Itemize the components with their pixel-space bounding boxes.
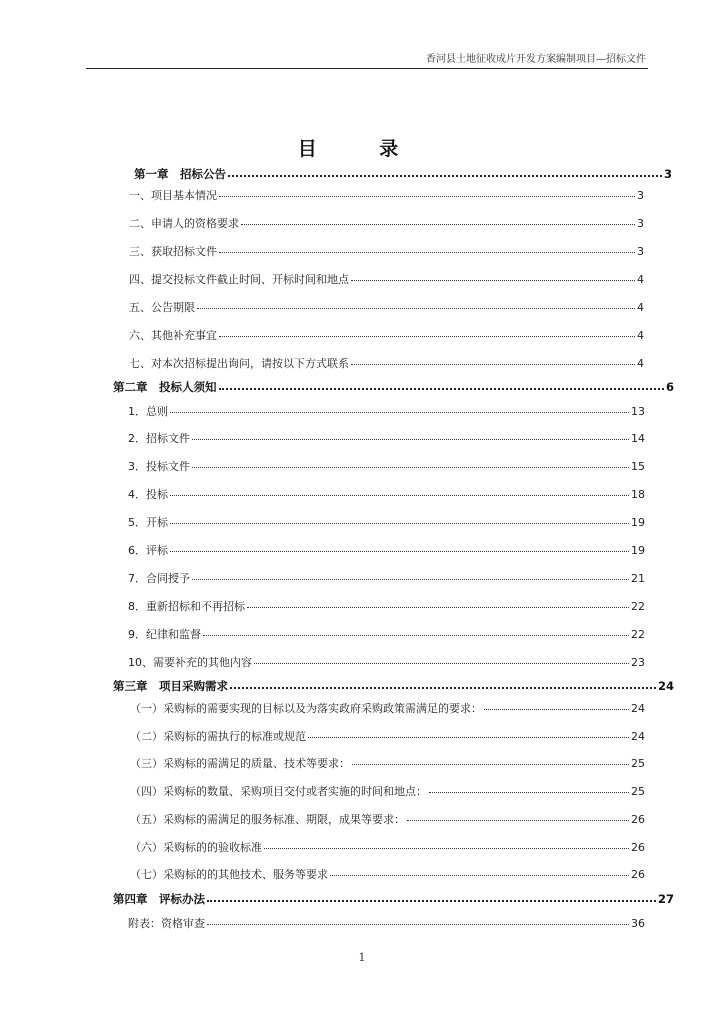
leader-dots: [192, 571, 629, 582]
toc-entry-label: （四）采购标的数量、采购项目交付或者实施的时间和地点：: [130, 785, 427, 798]
toc-entry-page: 19: [631, 516, 645, 529]
leader-dots: [219, 328, 635, 339]
leader-dots: [207, 916, 629, 927]
toc-entry[interactable]: [128, 542, 645, 558]
toc-entry-label: 第四章 评标办法: [113, 892, 205, 906]
toc-entry-label: （三）采购标的需满足的质量、技术等要求：: [130, 757, 350, 770]
toc-entry-page: 22: [631, 600, 645, 613]
leader-dots: [241, 216, 635, 227]
toc-entry-page: 36: [631, 917, 645, 930]
leader-dots: [228, 167, 662, 179]
toc-entry[interactable]: [128, 570, 645, 586]
toc-entry-label: 七、对本次招标提出询问，请按以下方式联系: [129, 357, 349, 370]
leader-dots: [219, 188, 635, 199]
toc-title: 目 录: [297, 138, 427, 160]
toc-entry-page: 26: [631, 868, 645, 881]
toc-entry-label: 一、项目基本情况: [129, 189, 217, 202]
leader-dots: [351, 356, 635, 367]
leader-dots: [207, 892, 656, 904]
toc-entry-label: 3．投标文件: [128, 460, 190, 473]
toc-entry[interactable]: [128, 486, 645, 502]
toc-chapter-2[interactable]: [113, 379, 674, 395]
toc-entry-label: 二、申请人的资格要求: [129, 217, 239, 230]
leader-dots: [170, 487, 629, 498]
toc-entry[interactable]: [129, 327, 644, 343]
toc-entry-page: 21: [631, 572, 645, 585]
toc-entry[interactable]: [129, 243, 644, 259]
toc-entry[interactable]: [128, 458, 645, 474]
toc-entry-page: 27: [657, 892, 674, 906]
leader-dots: [192, 431, 629, 442]
toc-entry-label: 第二章 投标人须知: [113, 380, 217, 394]
toc-entry-page: 26: [631, 841, 645, 854]
leader-dots: [219, 244, 635, 255]
toc-entry-label: 7．合同授予: [128, 572, 190, 585]
toc-entry[interactable]: [130, 839, 645, 855]
toc-entry-page: 19: [631, 544, 645, 557]
toc-entry-page: 3: [637, 245, 644, 258]
leader-dots: [197, 300, 635, 311]
toc-entry-page: 26: [631, 813, 645, 826]
toc-entry-page: 4: [637, 301, 644, 314]
toc-chapter-1[interactable]: [134, 166, 672, 182]
toc-entry[interactable]: [130, 755, 645, 771]
toc-chapter-4[interactable]: [113, 891, 674, 907]
toc-entry-label: 10、需要补充的其他内容: [128, 656, 252, 669]
toc-entry[interactable]: [128, 514, 645, 530]
toc-entry-label: （一）采购标的需要实现的目标以及为落实政府采购政策需满足的要求：: [130, 702, 482, 715]
toc-entry-label: 4．投标: [128, 488, 168, 501]
toc-entry[interactable]: [129, 215, 644, 231]
toc-entry-label: （七）采购标的的其他技术、服务等要求: [130, 868, 328, 881]
toc-entry[interactable]: [130, 700, 645, 716]
toc-entry-label: （二）采购标的需执行的标准或规范: [130, 730, 306, 743]
toc-entry-page: 25: [631, 757, 645, 770]
leader-dots: [170, 404, 629, 415]
toc-entry[interactable]: [129, 355, 644, 371]
toc-entry-page: 24: [657, 679, 674, 693]
toc-entry-label: （五）采购标的需满足的服务标准、期限，成果等要求：: [130, 813, 405, 826]
leader-dots: [264, 840, 629, 851]
toc-entry-page: 14: [631, 432, 645, 445]
toc-entry[interactable]: [130, 811, 645, 827]
toc-entry-label: （六）采购标的的验收标准: [130, 841, 262, 854]
toc-entry[interactable]: [130, 783, 645, 799]
toc-entry-label: 五、公告期限: [129, 301, 195, 314]
leader-dots: [170, 543, 629, 554]
toc-entry[interactable]: [128, 626, 645, 642]
toc-entry-label: 第三章 项目采购需求: [113, 679, 228, 693]
toc-entry-label: 8．重新招标和不再招标: [128, 600, 245, 613]
leader-dots: [484, 701, 629, 712]
toc-entry-label: 6．评标: [128, 544, 168, 557]
toc-chapter-3[interactable]: [113, 678, 674, 694]
toc-entry[interactable]: [128, 430, 645, 446]
toc-entry[interactable]: [128, 915, 645, 931]
leader-dots: [351, 272, 635, 283]
toc-entry-page: 4: [637, 357, 644, 370]
leader-dots: [429, 784, 629, 795]
toc-entry-label: 三、获取招标文件: [129, 245, 217, 258]
toc-entry[interactable]: [130, 728, 645, 744]
leader-dots: [230, 679, 656, 691]
toc-entry[interactable]: [130, 866, 645, 882]
leader-dots: [330, 867, 629, 878]
leader-dots: [219, 380, 664, 392]
leader-dots: [308, 729, 629, 740]
toc-entry[interactable]: [128, 654, 645, 670]
toc-entry-page: 24: [631, 702, 645, 715]
page-number: 1: [358, 951, 366, 964]
leader-dots: [254, 655, 629, 666]
toc-entry-page: 18: [631, 488, 645, 501]
toc-entry-page: 6: [665, 380, 674, 394]
toc-entry-page: 3: [637, 189, 644, 202]
leader-dots: [170, 515, 629, 526]
toc-entry-label: 5．开标: [128, 516, 168, 529]
toc-entry-label: 第一章 招标公告: [134, 167, 226, 181]
toc-entry-page: 3: [637, 217, 644, 230]
leader-dots: [407, 812, 629, 823]
leader-dots: [192, 459, 629, 470]
toc-entry-page: 23: [631, 656, 645, 669]
leader-dots: [203, 627, 629, 638]
toc-entry-page: 4: [637, 329, 644, 342]
toc-entry-page: 22: [631, 628, 645, 641]
toc-entry-page: 13: [631, 405, 645, 418]
toc-entry-label: 六、其他补充事宜: [129, 329, 217, 342]
toc-entry-page: 3: [663, 167, 672, 181]
header-title: 香河县土地征收成片开发方案编制项目—招标文件: [426, 54, 646, 65]
toc-entry-label: 2．招标文件: [128, 432, 190, 445]
toc-entry[interactable]: [128, 598, 645, 614]
toc-entry-label: 1．总则: [128, 405, 168, 418]
toc-entry[interactable]: [129, 299, 644, 315]
toc-entry[interactable]: [129, 187, 644, 203]
toc-entry-label: 附表：资格审查: [128, 917, 205, 930]
toc-entry-label: 四、提交投标文件截止时间、开标时间和地点: [129, 273, 349, 286]
toc-entry-page: 25: [631, 785, 645, 798]
toc-entry[interactable]: [128, 403, 645, 419]
toc-entry-page: 4: [637, 273, 644, 286]
toc-entry-label: 9．纪律和监督: [128, 628, 201, 641]
toc-entry[interactable]: [129, 271, 644, 287]
toc-entry-page: 24: [631, 730, 645, 743]
leader-dots: [247, 599, 629, 610]
toc-entry-page: 15: [631, 460, 645, 473]
leader-dots: [352, 756, 629, 767]
